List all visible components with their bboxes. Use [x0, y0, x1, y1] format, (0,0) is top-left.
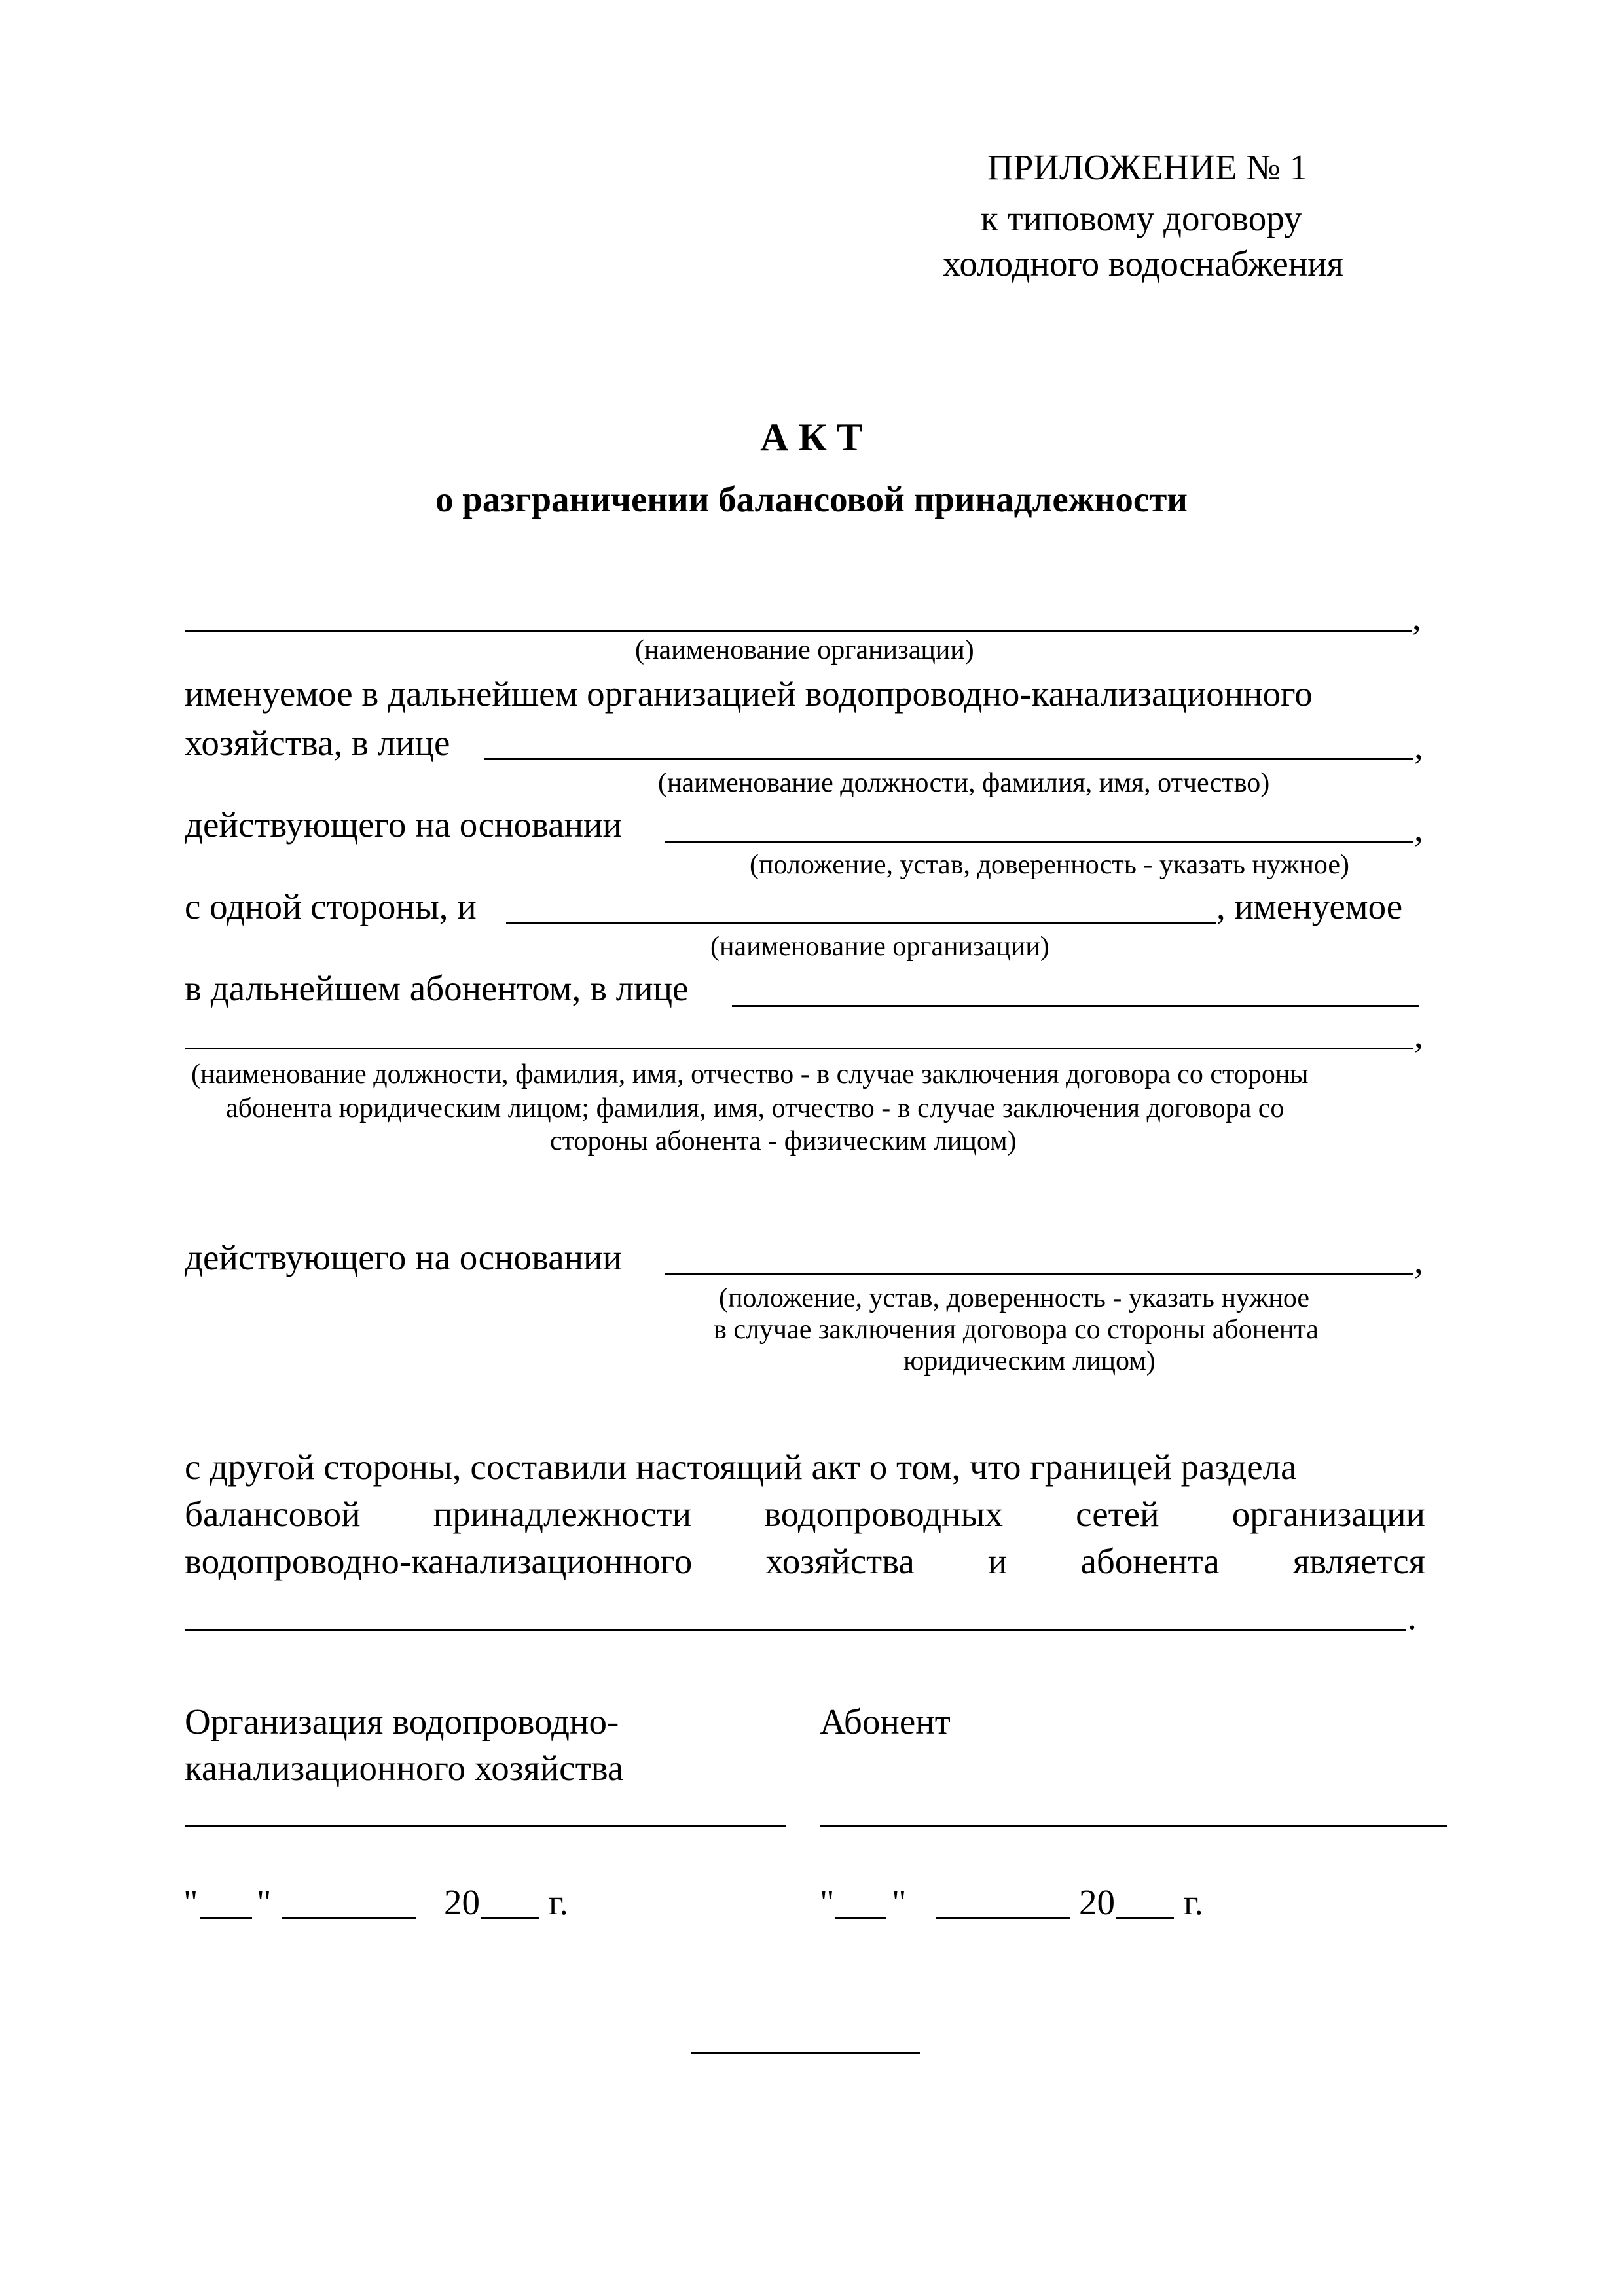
word: принадлежности	[433, 1494, 692, 1534]
word: балансовой	[185, 1494, 361, 1534]
date-org-year-prefix: 20	[444, 1882, 480, 1922]
boundary-description-line[interactable]	[185, 1629, 1406, 1631]
date-org-year-line[interactable]	[481, 1917, 539, 1919]
final-line-1: с другой стороны, составили настоящий акт о том, что границей раздела	[185, 1447, 1297, 1487]
date-subscriber-day-line[interactable]	[835, 1917, 886, 1919]
subscriber-face-label: в дальнейшем абонентом, в лице	[185, 968, 689, 1008]
comma: ,	[1414, 1015, 1423, 1055]
word: и	[987, 1541, 1008, 1581]
caption-subscriber-line-1: (наименование должности, фамилия, имя, отчество - в случае заключения договора со стороны	[191, 1059, 1309, 1089]
acting-basis-line[interactable]	[665, 841, 1413, 843]
caption-subscriber-line-2: абонента юридическим лицом; фамилия, имя, отчество - в случае заключения договора со	[226, 1093, 1285, 1123]
one-side-label: с одной стороны, и	[185, 886, 477, 926]
caption-basis-2-line-3: юридическим лицом)	[903, 1346, 1156, 1376]
quote-open: "	[820, 1882, 835, 1922]
word: абонента	[1080, 1541, 1220, 1581]
appendix-line-2: к типовому договору	[981, 198, 1302, 238]
paragraph-org-line-1: именуемое в дальнейшем организацией водопроводно-канализационного	[185, 674, 1313, 714]
word: сетей	[1076, 1494, 1159, 1534]
acting-basis-label-2: действующего на основании	[185, 1237, 622, 1277]
caption-subscriber-line-3: стороны абонента - физическим лицом)	[550, 1126, 1017, 1156]
date-org-suffix: г.	[549, 1882, 569, 1922]
date-org-day-line[interactable]	[200, 1917, 252, 1919]
named-label: , именуемое	[1216, 886, 1403, 926]
date-subscriber-suffix: г.	[1184, 1882, 1204, 1922]
caption-basis-2-line-2: в случае заключения договора со стороны абонента	[714, 1315, 1319, 1345]
signature-subscriber-line[interactable]	[820, 1825, 1447, 1827]
date-subscriber-year-line[interactable]	[1116, 1917, 1174, 1919]
word: водопроводно-канализационного	[185, 1541, 693, 1581]
word: является	[1292, 1541, 1425, 1581]
document-title: А К Т	[760, 416, 863, 459]
subscriber-representative-line-2[interactable]	[185, 1048, 1413, 1049]
appendix-line-3: холодного водоснабжения	[943, 244, 1343, 283]
final-line-3	[185, 1543, 1425, 1579]
comma: ,	[1412, 597, 1421, 637]
caption-org-name-2: (наименование организации)	[710, 932, 1049, 962]
end-divider	[691, 2052, 920, 2054]
comma: ,	[1414, 809, 1423, 848]
date-org-month-line[interactable]	[282, 1917, 416, 1919]
quote-close: "	[892, 1882, 907, 1922]
final-line-2	[185, 1496, 1425, 1532]
subscriber-representative-line[interactable]	[732, 1005, 1419, 1007]
caption-basis: (положение, устав, доверенность - указать нужное)	[750, 850, 1350, 880]
date-subscriber-year-prefix: 20	[1079, 1882, 1115, 1922]
signature-subscriber-label: Абонент	[820, 1702, 951, 1741]
word: хозяйства	[765, 1541, 915, 1581]
quote-open: "	[183, 1882, 198, 1922]
comma: ,	[1414, 726, 1423, 766]
comma: ,	[1414, 1241, 1423, 1281]
caption-basis-2-line-1: (положение, устав, доверенность - указать нужное	[719, 1283, 1310, 1313]
date-org	[183, 1884, 198, 1920]
date-subscriber-month-line[interactable]	[936, 1917, 1070, 1919]
word: водопроводных	[764, 1494, 1003, 1534]
org-representative-line[interactable]	[484, 758, 1413, 760]
signature-org-label-2: канализационного хозяйства	[185, 1748, 624, 1788]
period: .	[1408, 1597, 1417, 1637]
appendix-number: ПРИЛОЖЕНИЕ № 1	[987, 147, 1308, 187]
paragraph-org-line-2: хозяйства, в лице	[185, 723, 450, 763]
subscriber-org-line[interactable]	[506, 922, 1216, 924]
acting-basis-label: действующего на основании	[185, 805, 622, 845]
word: организации	[1231, 1494, 1425, 1534]
document-subtitle: о разграничении балансовой принадлежности	[435, 479, 1188, 519]
signature-org-label-1: Организация водопроводно-	[185, 1702, 619, 1741]
signature-org-line[interactable]	[185, 1825, 786, 1827]
caption-org-name: (наименование организации)	[635, 635, 974, 665]
acting-basis-line-2[interactable]	[665, 1273, 1413, 1275]
quote-close: "	[257, 1882, 272, 1922]
org-name-line[interactable]	[185, 630, 1412, 632]
caption-position-name: (наименование должности, фамилия, имя, отчество)	[658, 768, 1270, 798]
